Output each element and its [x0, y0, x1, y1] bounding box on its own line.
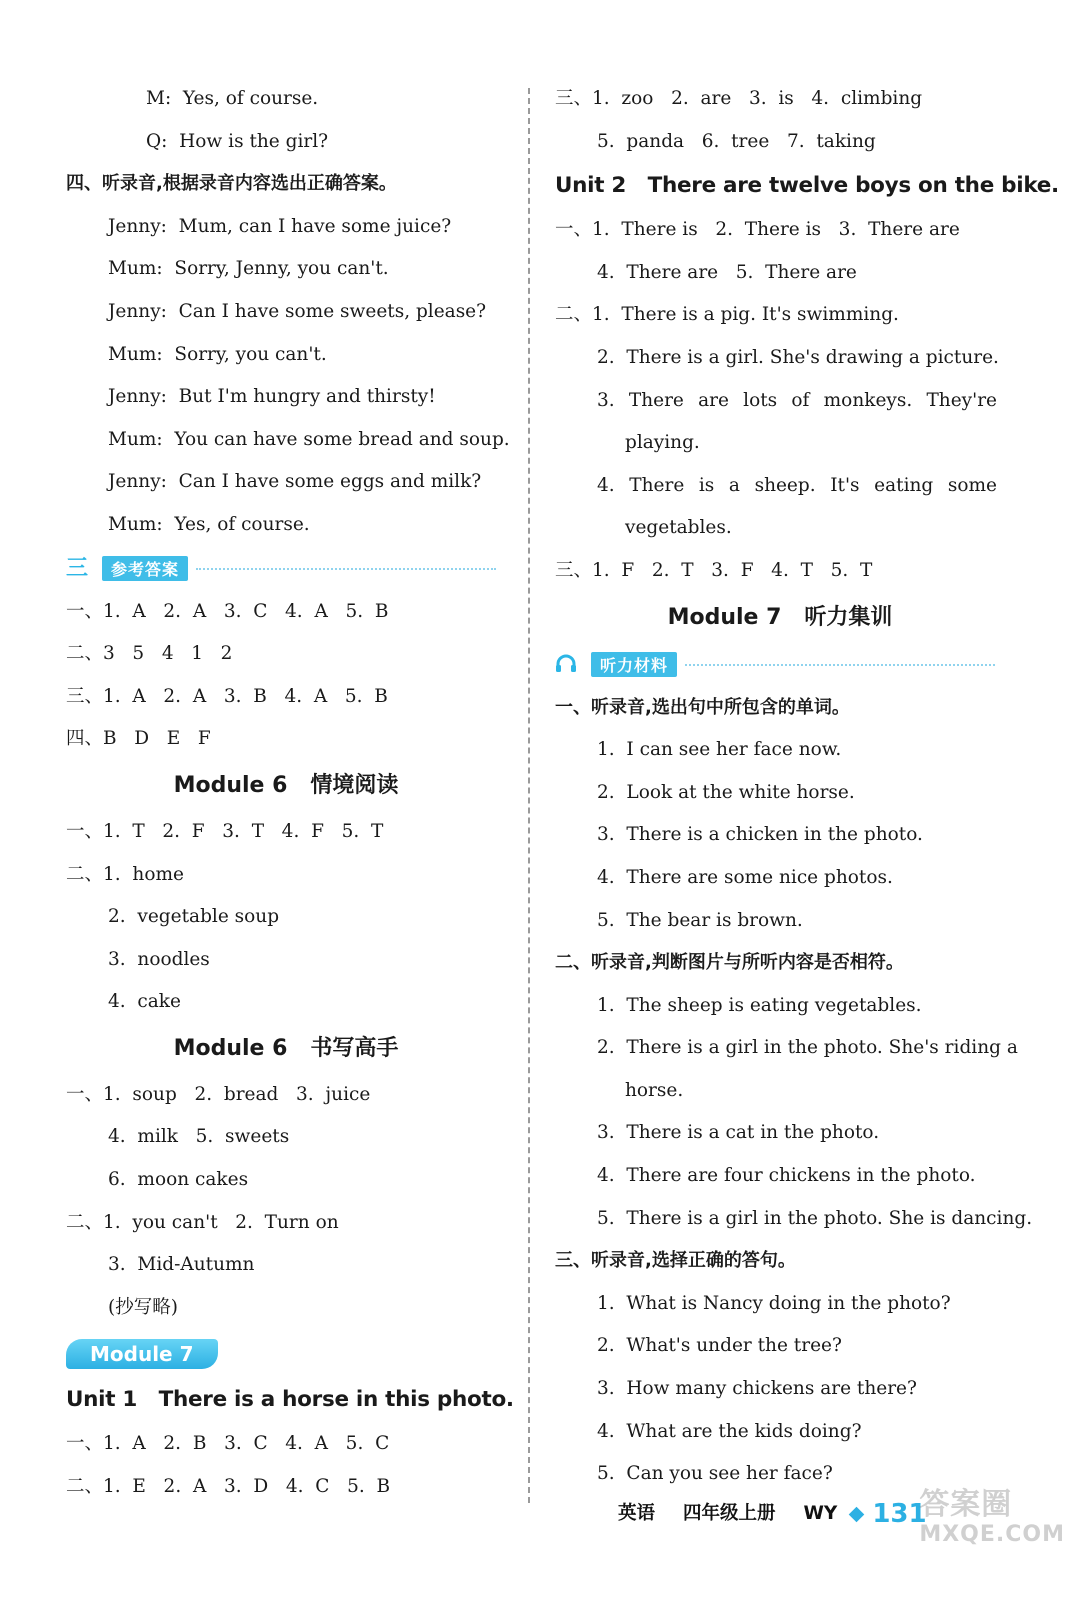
answer-line: 三、1. A 2. A 3. B 4. A 5. B: [66, 685, 388, 707]
dotted-rule: [196, 568, 496, 570]
listen-line: 2. There is a girl in the photo. She's riding a: [597, 1037, 1018, 1059]
listen-line: 3. There is a chicken in the photo.: [597, 824, 923, 846]
answer-line: 二、1. E 2. A 3. D 4. C 5. B: [66, 1476, 391, 1498]
watermark-url: MXQE.COM: [919, 1522, 1065, 1547]
unit-heading: Unit 1 There is a horse in this photo.: [66, 1387, 514, 1413]
page-number: 131: [872, 1499, 927, 1529]
answer-line: 一、1. A 2. B 3. C 4. A 5. C: [66, 1433, 390, 1455]
section-title: 二、听录音,判断图片与所听内容是否相符。: [555, 952, 904, 974]
unit-heading: Unit 2 There are twelve boys on the bike.: [555, 173, 1059, 199]
dotted-rule: [685, 664, 995, 666]
answer-line: 三、1. F 2. T 3. F 4. T 5. T: [555, 559, 873, 581]
answer-line: 一、1. There is 2. There is 3. There are: [555, 219, 960, 241]
dialog-line: Q: How is the girl?: [146, 130, 329, 152]
listen-line: 4. What are the kids doing?: [597, 1420, 862, 1442]
dialog-line: Jenny: But I'm hungry and thirsty!: [108, 386, 436, 408]
answer-line: 4. cake: [108, 991, 181, 1013]
answer-line: 2. vegetable soup: [108, 906, 280, 928]
section-title: 四、听录音,根据录音内容选出正确答案。: [66, 173, 397, 195]
answer-line: 3. noodles: [108, 948, 210, 970]
section-heading: Module 6 书写高手: [173, 1035, 399, 1061]
section-title: 三、听录音,选择正确的答句。: [555, 1250, 796, 1272]
answer-line: playing.: [625, 432, 700, 454]
listen-line: 5. The bear is brown.: [597, 909, 803, 931]
footer-grade: 四年级上册: [683, 1503, 776, 1524]
note-line: (抄写略): [108, 1296, 178, 1318]
answer-line: 三、1. zoo 2. are 3. is 4. climbing: [555, 88, 923, 109]
dialog-line: Jenny: Can I have some eggs and milk?: [108, 471, 482, 493]
listen-line: 3. How many chickens are there?: [597, 1378, 917, 1400]
listen-line: 1. What is Nancy doing in the photo?: [597, 1292, 951, 1314]
section-heading: Module 6 情境阅读: [173, 772, 399, 798]
watermark-text: 答案圈: [919, 1487, 1013, 1522]
listen-line: 5. There is a girl in the photo. She is dancing.: [597, 1207, 1033, 1229]
left-column: [66, 78, 514, 1509]
dialog-line: Jenny: Mum, can I have some juice?: [108, 215, 452, 237]
answer-line: 一、1. soup 2. bread 3. juice: [66, 1083, 371, 1105]
dialog-line: Jenny: Can I have some sweets, please?: [108, 300, 487, 322]
answer-line: 2. There is a girl. She's drawing a picture.: [597, 346, 999, 368]
module-pill-row: [66, 1329, 506, 1377]
answer-line: vegetables.: [625, 517, 732, 539]
listen-line: 1. I can see her face now.: [597, 739, 842, 761]
diamond-icon: [849, 1506, 865, 1522]
listen-line: 4. There are some nice photos.: [597, 866, 893, 888]
answer-line: 一、1. A 2. A 3. C 4. A 5. B: [66, 600, 389, 622]
answer-line: 4. There are 5. There are: [597, 261, 857, 283]
answer-line: 二、3 5 4 1 2: [66, 643, 233, 665]
listen-tag-row: [555, 643, 1005, 687]
answer-line: 一、1. T 2. F 3. T 4. F 5. T: [66, 820, 384, 842]
watermark: [919, 1487, 1065, 1547]
listen-line: horse.: [625, 1079, 684, 1101]
listen-tag: 听力材料: [591, 652, 677, 677]
listen-line: 3. There is a cat in the photo.: [597, 1122, 880, 1144]
dialog-line: M: Yes, of course.: [146, 88, 319, 109]
section-title: 一、听录音,选出句中所包含的单词。: [555, 696, 850, 718]
answer-line: 4. milk 5. sweets: [108, 1126, 290, 1148]
right-column: [555, 78, 1059, 1496]
answers-tag-row: [66, 547, 506, 591]
answer-line: 四、B D E F: [66, 728, 211, 750]
answer-line: 3. Mid-Autumn: [108, 1254, 255, 1276]
module-pill: Module 7: [66, 1339, 218, 1369]
footer-subject: 英语: [618, 1503, 656, 1524]
dialog-line: Mum: Sorry, you can't.: [108, 343, 327, 365]
answer-line: 二、1. There is a pig. It's swimming.: [555, 304, 899, 326]
section-heading: Module 7 听力集训: [667, 604, 893, 630]
answers-tag: 参考答案: [102, 556, 188, 581]
answer-line: 二、1. home: [66, 863, 184, 885]
answer-line: 5. panda 6. tree 7. taking: [597, 130, 876, 152]
answer-line: 二、1. you can't 2. Turn on: [66, 1211, 339, 1233]
dialog-line: Mum: Yes, of course.: [108, 513, 310, 535]
footer-edition: WY: [803, 1503, 838, 1524]
listen-line: 5. Can you see her face?: [597, 1463, 833, 1485]
listen-line: 4. There are four chickens in the photo.: [597, 1165, 976, 1187]
listen-line: 1. The sheep is eating vegetables.: [597, 994, 922, 1016]
column-divider: [528, 88, 530, 1503]
dialog-line: Mum: You can have some bread and soup.: [108, 428, 510, 450]
listen-line: 2. Look at the white horse.: [597, 781, 855, 803]
page-footer: [618, 1494, 927, 1534]
dialog-line: Mum: Sorry, Jenny, you can't.: [108, 258, 389, 280]
listen-line: 2. What's under the tree?: [597, 1335, 842, 1357]
answers-tag-icon: 三: [66, 555, 89, 581]
answer-line: 6. moon cakes: [108, 1169, 249, 1191]
headphones-icon: [555, 653, 585, 677]
answer-line: 4. There is a sheep. It's eating some: [597, 474, 997, 496]
answer-line: 3. There are lots of monkeys. They're: [597, 389, 997, 411]
